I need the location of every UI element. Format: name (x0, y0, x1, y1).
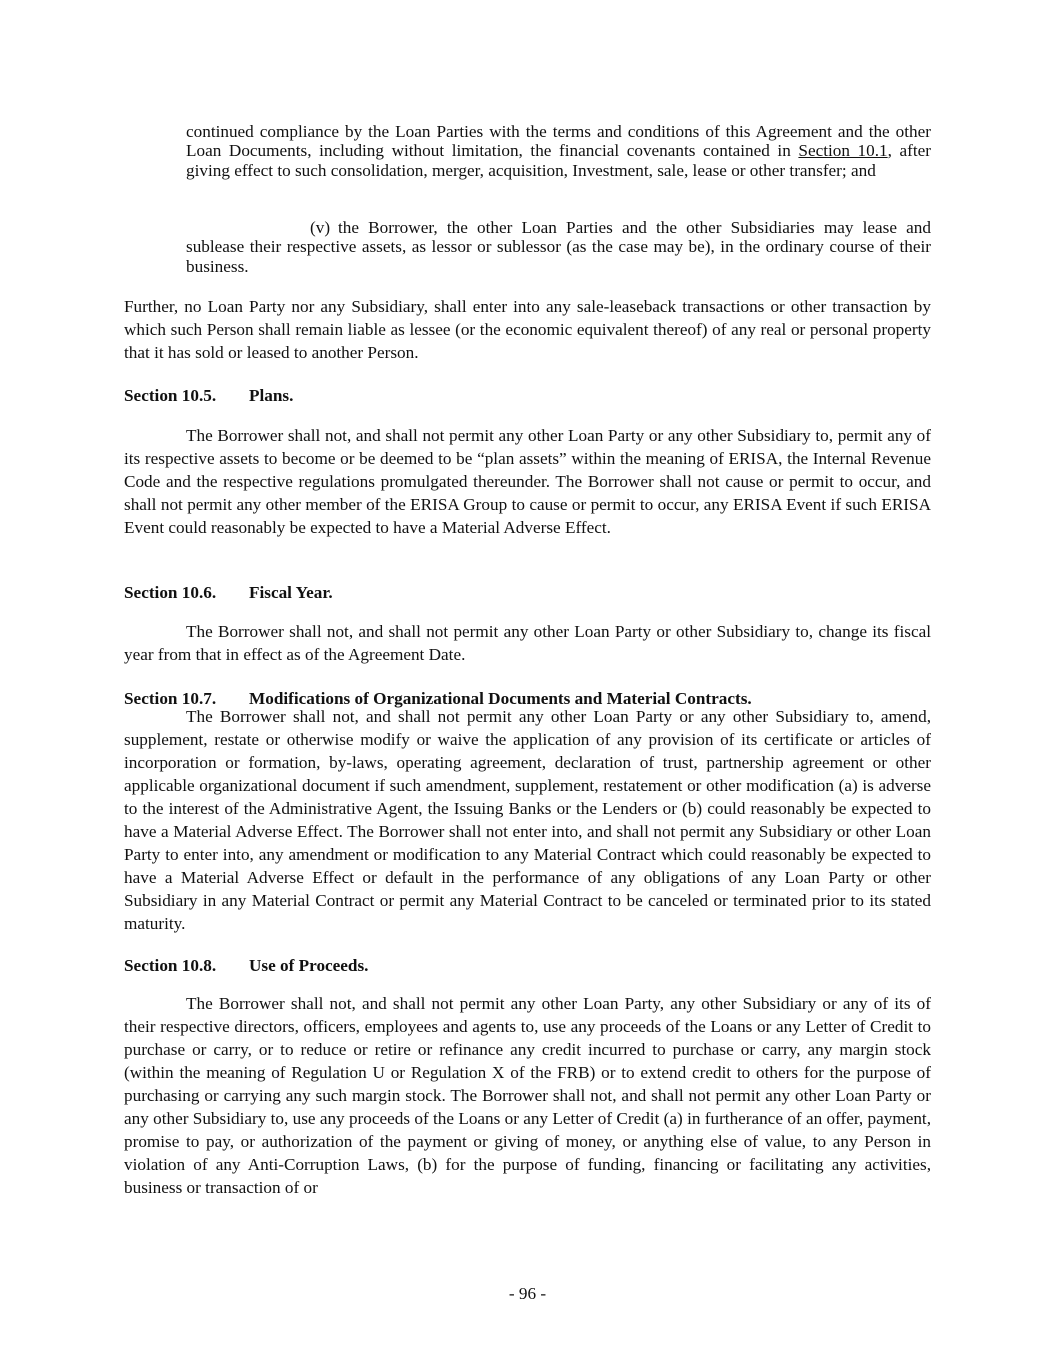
section-number: Section 10.6. (124, 583, 217, 602)
section-heading (124, 581, 333, 604)
continued-paragraph (186, 122, 931, 180)
item-v-text: the Borrower, the other Loan Parties and the other Subsidiaries may lease and sublease their respective assets, as lessor or sublessor (as the case may be), in the ordinary course of their business. (186, 218, 931, 276)
section-reference: Section 10.1 (798, 141, 888, 161)
section-body: The Borrower shall not, and shall not permit any other Loan Party or other Subsidiary to, change its fiscal year from that in effect as of the Agreement Date. (124, 622, 931, 664)
further-paragraph: Further, no Loan Party nor any Subsidiary, shall enter into any sale-leaseback transactions or other transaction by which such Person shall remain liable as lessee (or the economic equivalent thereof) of any real or personal property that it has sold or leased to another Person. (124, 297, 931, 362)
section-title: Fiscal Year. (249, 583, 333, 602)
section-body: The Borrower shall not, and shall not permit any other Loan Party or any other Subsidiary to, amend, supplement, restate or otherwise modify or waive the application of any provision of its certificate or articles of incorporation or formation, by-laws, operating agreement, declaration of trust, partnership agreement or other applicable organizational document if such amendment, supplement, restatement or other modification (a) is adverse to the interest of the Administrative Agent, the Issuing Banks or the Lenders or (b) could reasonably be expected to have a Material Adverse Effect. The Borrower shall not enter into, and shall not permit any Subsidiary or other Loan Party to enter into, any amendment or modification to any Material Contract which could reasonably be expected to have a Material Adverse Effect or default in the performance of any obligations of any Loan Party or other Subsidiary in any Material Contract or permit any Material Contract to be canceled or terminated prior to its stated maturity. (124, 707, 931, 933)
section-heading (124, 954, 368, 977)
section-number: Section 10.5. (124, 386, 217, 405)
item-v-label: (v) (310, 218, 331, 237)
continued-text: continued compliance by the Loan Parties with the terms and conditions of this Agreement and the other Loan Documents, including without limitation, the financial covenants contained in (186, 122, 931, 161)
section-number: Section 10.8. (124, 956, 217, 975)
continued-text-end: , after giving effect to such consolidation, merger, acquisition, Investment, sale, lease or other transfer; and (186, 141, 932, 180)
page-number: - 96 - (508, 1284, 547, 1303)
section-heading (124, 384, 293, 407)
item-v-paragraph (186, 218, 931, 276)
section-title: Plans. (249, 386, 294, 405)
section-body: The Borrower shall not, and shall not permit any other Loan Party or any other Subsidiary to, permit any of its respective assets to become or be deemed to be “plan assets” within the meaning of ERISA, the Internal Revenue Code and the respective regulations promulgated thereunder. The Borrower shall not cause or permit to occur, and shall not permit any other member of the ERISA Group to cause or permit to occur, any ERISA Event if such ERISA Event could reasonably be expected to have a Material Adverse Effect. (124, 426, 931, 537)
section-title: Use of Proceeds. (249, 956, 369, 975)
section-number: Section 10.7. (124, 689, 217, 708)
section-title: Modifications of Organizational Documents and Material Contracts. (249, 689, 752, 708)
section-body: The Borrower shall not, and shall not permit any other Loan Party, any other Subsidiary or any of its of their respective directors, officers, employees and agents to, use any proceeds of the Loans or any Letter of Credit to purchase or carry, or to reduce or retire or refinance any credit incurred to purchase or carry, any margin stock (within the meaning of Regulation U or Regulation X of the FRB) or to extend credit to others for the purpose of purchasing or carrying any such margin stock. The Borrower shall not, and shall not permit any other Loan Party or any other Subsidiary to, use any proceeds of the Loans or any Letter of Credit (a) in furtherance of an offer, payment, promise to pay, or authorization of the payment or giving of money, or anything else of value, to any Person in violation of any Anti-Corruption Laws, (b) for the purpose of funding, financing or facilitating any activities, business or transaction of or (124, 994, 931, 1197)
